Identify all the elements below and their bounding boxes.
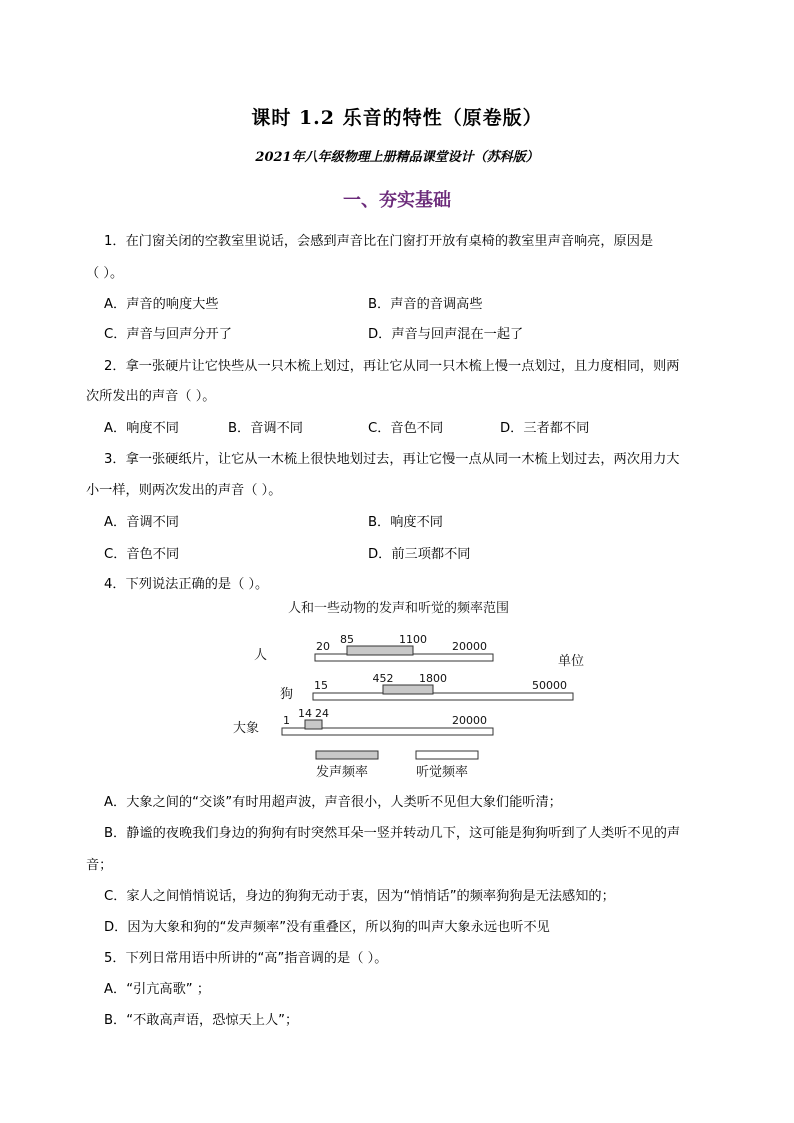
- frequency-range-chart: [228, 595, 590, 780]
- legend-hearing-label: 听觉频率: [416, 765, 469, 780]
- q3-option-c: C．音色不同: [104, 547, 180, 562]
- row-0-label: 人: [254, 648, 268, 663]
- q3-option-b: B．响度不同: [368, 515, 443, 530]
- q1-option-d: D．声音与回声混在一起了: [368, 327, 524, 342]
- row-2-emit-max-label: 24: [315, 707, 329, 720]
- row-0-emit-max-label: 1100: [399, 633, 427, 646]
- row-0-emit-min-label: 85: [340, 633, 354, 646]
- q4-option-a: A．大象之间的“交谈”有时用超声波，声音很小，人类听不见但大象们能听清；: [104, 795, 562, 810]
- frequency-range-chart-svg: [228, 595, 590, 780]
- row-0-hear-min-label: 20: [316, 640, 330, 653]
- page-title: 课时 1.2 乐音的特性（原卷版）: [251, 107, 543, 129]
- q1-option-b: B．声音的音调高些: [368, 297, 483, 312]
- q2-option-a: A．响度不同: [104, 421, 179, 436]
- legend-emission-label: 发声频率: [316, 765, 369, 780]
- q5-option-b: B．“不敢高声语，恐惊天上人”；: [104, 1013, 299, 1028]
- q1-option-c: C．声音与回声分开了: [104, 327, 232, 342]
- q2-option-d: D．三者都不同: [500, 421, 590, 436]
- q3-stem-line2: 小一样，则两次发出的声音（ ）。: [86, 483, 282, 498]
- row-1-label: 狗: [280, 687, 294, 702]
- q4-option-b-line2: 音；: [86, 858, 113, 873]
- legend-emission-swatch: [316, 751, 378, 759]
- row-1-hear-min-label: 15: [314, 679, 328, 692]
- legend-hearing-swatch: [416, 751, 478, 759]
- q2-option-c: C．音色不同: [368, 421, 444, 436]
- row-1-emit-max-label: 1800: [419, 672, 447, 685]
- row-2-label: 大象: [233, 721, 260, 736]
- q3-option-d: D．前三项都不同: [368, 547, 471, 562]
- q5-option-a: A．“引亢高歌” ；: [104, 982, 211, 997]
- row-1-emit-min-label: 452: [372, 672, 394, 685]
- q4-option-c: C．家人之间悄悄说话，身边的狗狗无动于衷，因为“悄悄话”的频率狗狗是无法感知的；: [104, 889, 615, 904]
- q1-stem-line2: （ ）。: [86, 266, 124, 281]
- q2-stem-line1: 2．拿一张硬片让它快些从一只木梳上划过，再让它从同一只木梳上慢一点划过，且力度相同，则两: [104, 359, 680, 374]
- row-0-emission-bar: [347, 646, 413, 655]
- row-2-hear-max-label: 20000: [452, 714, 487, 727]
- row-1-hear-max-label: 50000: [532, 679, 567, 692]
- page-subtitle: 2021年八年级物理上册精品课堂设计（苏科版）: [255, 150, 539, 165]
- q2-stem-line2: 次所发出的声音（ ）。: [86, 389, 216, 404]
- q5-stem: 5．下列日常用语中所讲的“高”指音调的是（ ）。: [104, 951, 388, 966]
- row-2-emit-min-label: 14: [298, 707, 312, 720]
- row-1-emission-bar: [383, 685, 433, 694]
- q2-option-b: B．音调不同: [228, 421, 303, 436]
- q1-stem-line1: 1．在门窗关闭的空教室里说话，会感到声音比在门窗打开放有桌椅的教室里声音响亮，原因是: [104, 234, 654, 249]
- chart-unit-label: 单位: [558, 654, 585, 669]
- q3-stem-line1: 3．拿一张硬纸片，让它从一木梳上很快地划过去，再让它慢一点从同一木梳上划过去，两次用力大: [104, 452, 680, 467]
- section-heading: 一、夯实基础: [343, 190, 451, 211]
- q3-option-a: A．音调不同: [104, 515, 179, 530]
- q4-option-b-line1: B．静谧的夜晚我们身边的狗狗有时突然耳朵一竖并转动几下，这可能是狗狗听到了人类听不见的声: [104, 826, 681, 841]
- chart-title: 人和一些动物的发声和听觉的频率范围: [288, 601, 510, 616]
- q4-option-d: D．因为大象和狗的“发声频率”没有重叠区，所以狗的叫声大象永远也听不见: [104, 920, 550, 935]
- row-2-hear-min-label: 1: [283, 714, 290, 727]
- q1-option-a: A．声音的响度大些: [104, 297, 219, 312]
- row-0-hear-max-label: 20000: [452, 640, 487, 653]
- q4-stem: 4．下列说法正确的是（ ）。: [104, 577, 269, 592]
- row-1-hearing-bar: [313, 693, 573, 700]
- row-2-emission-bar: [305, 720, 322, 729]
